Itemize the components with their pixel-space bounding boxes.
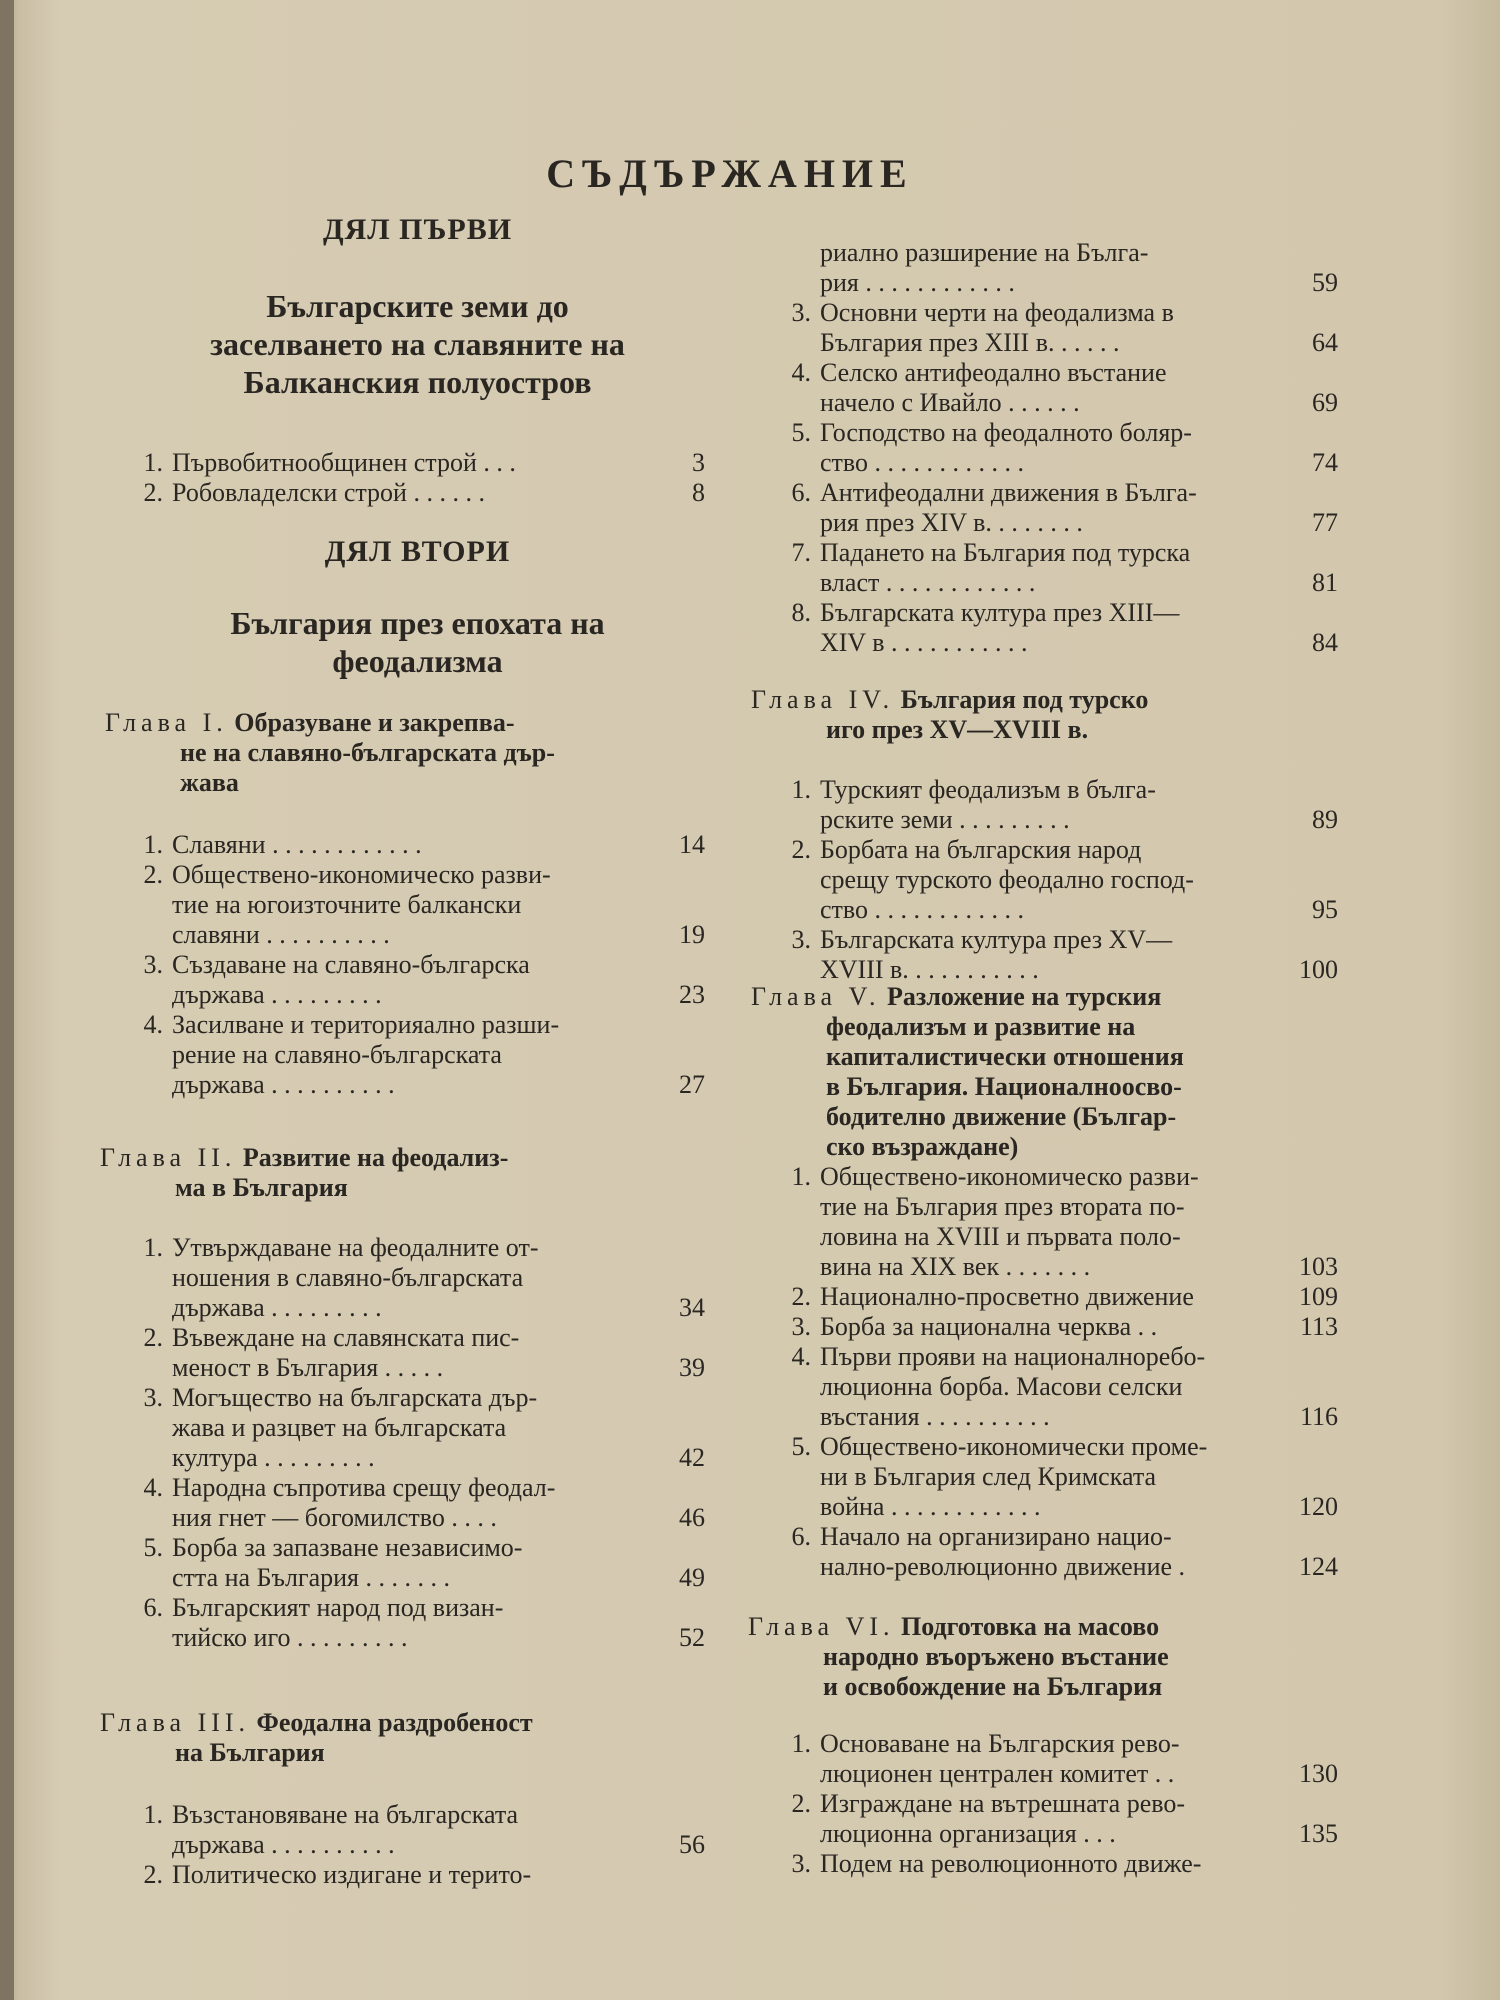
toc-entry xyxy=(778,1162,1338,1282)
entry-title-line: Първобитнообщинен строй . . . xyxy=(172,448,516,477)
entry-title-line: България през XIII в. . . . . . xyxy=(820,328,1120,357)
entry-title-line: рските земи . . . . . . . . . xyxy=(820,805,1070,834)
entry-number: 2. xyxy=(143,860,163,889)
chapter-title-line: жава xyxy=(180,768,239,797)
entry-title-line: меност в България . . . . . xyxy=(172,1353,444,1382)
entry-title xyxy=(172,1860,643,1890)
toc-entry xyxy=(130,1533,705,1593)
entry-title xyxy=(820,1162,1276,1282)
entry-number: 3. xyxy=(791,925,811,954)
entry-title xyxy=(820,1342,1276,1432)
entry-page-number: 8 xyxy=(692,478,705,507)
entry-title xyxy=(172,478,643,508)
entry-title-line: Обществено-икономическо разви- xyxy=(172,860,551,889)
entry-title-line: държава . . . . . . . . . xyxy=(172,1293,382,1322)
entry-title-line: жава и разцвет на българската xyxy=(172,1413,507,1442)
entry-number: 1. xyxy=(791,775,811,804)
toc-entry xyxy=(778,1849,1338,1879)
entry-title-line: XIV в . . . . . . . . . . . xyxy=(820,628,1028,657)
entry-title-line: държава . . . . . . . . . . xyxy=(172,1070,395,1099)
entry-title-line: Българският народ под визан- xyxy=(172,1593,504,1622)
toc-entry xyxy=(130,1383,705,1473)
entry-title-line: Основни черти на феодализма в xyxy=(820,298,1174,327)
entry-title-line: въстания . . . . . . . . . . xyxy=(820,1402,1050,1431)
part-heading-line: феодализма xyxy=(332,643,503,679)
entry-title-line: ни в България след Кримската xyxy=(820,1462,1157,1491)
entry-title xyxy=(820,418,1276,478)
entry-page-number: 109 xyxy=(1299,1282,1338,1311)
entry-number: 5. xyxy=(143,1533,163,1562)
entry-title xyxy=(820,1312,1276,1342)
entry-page-number: 89 xyxy=(1312,805,1338,834)
entry-page-number: 56 xyxy=(679,1830,705,1859)
entry-title-line: славяни . . . . . . . . . . xyxy=(172,920,390,949)
chapter-title: България под турско xyxy=(900,685,1149,714)
entry-title-line: ловина на XVIII и първата поло- xyxy=(820,1222,1181,1251)
entry-page-number: 49 xyxy=(679,1563,705,1592)
chapter-title: Образуване и закрепва- xyxy=(234,708,515,737)
entry-title xyxy=(172,1473,643,1533)
part-heading-line: Балканския полуостров xyxy=(243,364,592,400)
entry-title xyxy=(820,298,1276,358)
entry-title-line: Политическо издигане и терито- xyxy=(172,1860,532,1889)
entry-number: 3. xyxy=(143,950,163,979)
chapter-heading xyxy=(751,982,1338,1162)
entry-title-line: Обществено-икономически проме- xyxy=(820,1432,1208,1461)
chapter-label: Глава II. xyxy=(100,1143,237,1172)
entry-number: 4. xyxy=(143,1473,163,1502)
entry-title xyxy=(820,1789,1276,1849)
toc-entry xyxy=(130,448,705,478)
entry-page-number: 34 xyxy=(679,1293,705,1322)
entry-title-line: рение на славяно-българската xyxy=(172,1040,502,1069)
entry-title xyxy=(820,1729,1276,1789)
chapter-heading xyxy=(105,708,705,798)
chapter-label: Глава III. xyxy=(100,1708,251,1737)
entry-title-line: Основаване на Българския рево- xyxy=(820,1729,1180,1758)
toc-entry xyxy=(778,1312,1338,1342)
chapter-title: Разложение на турския xyxy=(887,982,1162,1011)
part-label: ДЯЛ ПЪРВИ xyxy=(322,213,513,246)
entry-number: 2. xyxy=(143,1323,163,1352)
entry-page-number: 27 xyxy=(679,1070,705,1099)
entry-title-line: Антифеодални движения в Бълга- xyxy=(820,478,1197,507)
entry-number: 2. xyxy=(791,1282,811,1311)
entry-number: 3. xyxy=(143,1383,163,1412)
entry-title-line: Робовладелски строй . . . . . . xyxy=(172,478,485,507)
entry-title xyxy=(172,1800,643,1860)
entry-title-line: Българската култура през XV— xyxy=(820,925,1173,954)
entry-title-line: стта на България . . . . . . . xyxy=(172,1563,451,1592)
part-heading-line: България през епохата на xyxy=(230,605,605,641)
part-heading xyxy=(130,604,705,680)
toc-entry xyxy=(778,478,1338,538)
entry-title xyxy=(172,1593,643,1653)
toc-entry xyxy=(778,1432,1338,1522)
entry-number: 1. xyxy=(143,1233,163,1262)
entry-title-line: Обществено-икономическо разви- xyxy=(820,1162,1199,1191)
entry-page-number: 116 xyxy=(1299,1402,1338,1431)
chapter-title-line: феодализъм и развитие на xyxy=(826,1012,1136,1041)
entry-page-number: 95 xyxy=(1312,895,1338,924)
chapter-title-line: в България. Националноосво- xyxy=(826,1072,1182,1101)
toc-entry xyxy=(130,1593,705,1653)
entry-title xyxy=(172,1010,643,1100)
entry-page-number: 39 xyxy=(679,1353,705,1382)
chapter-label: Глава IV. xyxy=(751,685,895,714)
entry-title-line: Утвърждаване на феодалните от- xyxy=(172,1233,539,1262)
entry-number: 3. xyxy=(791,1849,811,1878)
entry-page-number: 77 xyxy=(1312,508,1338,537)
entry-title xyxy=(172,830,643,860)
entry-title-line: ношения в славяно-българската xyxy=(172,1263,524,1292)
part-heading-line: заселването на славяните на xyxy=(210,326,625,362)
entry-title-line: ство . . . . . . . . . . . . xyxy=(820,448,1025,477)
entry-number: 2. xyxy=(791,1789,811,1818)
chapter-title: Феодална раздробеност xyxy=(256,1708,533,1737)
entry-title-line: срещу турското феодално господ- xyxy=(820,865,1194,894)
entry-page-number: 46 xyxy=(679,1503,705,1532)
entry-number: 4. xyxy=(791,358,811,387)
entry-title xyxy=(820,1522,1276,1582)
entry-number: 4. xyxy=(143,1010,163,1039)
toc-entry xyxy=(130,478,705,508)
chapter-heading xyxy=(751,685,1338,745)
entry-title-line: държава . . . . . . . . . xyxy=(172,980,382,1009)
chapter-title-line: капиталистически отношения xyxy=(826,1042,1184,1071)
toc-entry xyxy=(778,1282,1338,1312)
toc-entry xyxy=(778,835,1338,925)
entry-number: 6. xyxy=(791,1522,811,1551)
entry-title xyxy=(172,1383,643,1473)
entry-number: 8. xyxy=(791,598,811,627)
chapter-title: Развитие на феодализ- xyxy=(242,1143,509,1172)
entry-title-line: Национално-просветно движение xyxy=(820,1282,1194,1311)
entry-page-number: 59 xyxy=(1312,268,1338,297)
entry-page-number: 69 xyxy=(1312,388,1338,417)
entry-title xyxy=(820,925,1276,985)
toc-entry xyxy=(130,1233,705,1323)
entry-title xyxy=(820,775,1276,835)
entry-title xyxy=(172,448,643,478)
chapter-title-line: ско възраждане) xyxy=(826,1132,1019,1161)
entry-page-number: 130 xyxy=(1299,1759,1338,1788)
toc-entry xyxy=(130,860,705,950)
toc-entry xyxy=(778,538,1338,598)
entry-number: 1. xyxy=(791,1162,811,1191)
entry-title xyxy=(172,1233,643,1323)
entry-title-line: Могъщество на българската дър- xyxy=(172,1383,538,1412)
chapter-title-line: на България xyxy=(175,1738,325,1767)
entry-page-number: 52 xyxy=(679,1623,705,1652)
entry-number: 6. xyxy=(143,1593,163,1622)
toc-entry xyxy=(778,418,1338,478)
toc-entry xyxy=(778,1342,1338,1432)
entry-page-number: 120 xyxy=(1299,1492,1338,1521)
entry-title-line: Първи прояви на националноребо- xyxy=(820,1342,1206,1371)
chapter-title-line: не на славяно-българската дър- xyxy=(180,738,555,767)
entry-title-line: тийско иго . . . . . . . . . xyxy=(172,1623,408,1652)
chapter-heading xyxy=(100,1143,705,1203)
entry-page-number: 100 xyxy=(1299,955,1338,984)
entry-page-number: 135 xyxy=(1299,1819,1338,1848)
entry-number: 6. xyxy=(791,478,811,507)
entry-title-line: война . . . . . . . . . . . . xyxy=(820,1492,1041,1521)
entry-title xyxy=(820,598,1276,658)
chapter-label: Глава VI. xyxy=(748,1612,895,1641)
entry-title-line: власт . . . . . . . . . . . . xyxy=(820,568,1036,597)
entry-page-number: 124 xyxy=(1299,1552,1338,1581)
toc-entry xyxy=(130,1323,705,1383)
entry-title xyxy=(820,835,1276,925)
entry-title xyxy=(820,538,1276,598)
entry-title-line: ния гнет — богомилство . . . . xyxy=(172,1503,497,1532)
entry-page-number: 42 xyxy=(679,1443,705,1472)
chapter-heading xyxy=(100,1708,705,1768)
entry-page-number: 84 xyxy=(1312,628,1338,657)
toc-entry xyxy=(778,1789,1338,1849)
entry-number: 2. xyxy=(143,478,163,507)
chapter-title: Подготовка на масово xyxy=(901,1612,1160,1641)
entry-title-line: рия . . . . . . . . . . . . xyxy=(820,268,1015,297)
entry-title-line: Въвеждане на славянската пис- xyxy=(172,1323,520,1352)
entry-title-line: Падането на България под турска xyxy=(820,538,1191,567)
entry-title xyxy=(172,1323,643,1383)
page-title: СЪДЪРЖАНИЕ xyxy=(546,151,914,196)
toc-entry xyxy=(778,598,1338,658)
entry-page-number: 3 xyxy=(692,448,705,477)
entry-number: 5. xyxy=(791,418,811,447)
entry-title xyxy=(172,860,643,950)
entry-page-number: 23 xyxy=(679,980,705,1009)
chapter-title-line: народно въоръжено въстание xyxy=(823,1642,1169,1671)
entry-title-line: рия през XIV в. . . . . . . . xyxy=(820,508,1083,537)
entry-number: 7. xyxy=(791,538,811,567)
entry-title-line: Господство на феодалното боляр- xyxy=(820,418,1192,447)
chapter-title-line: ма в България xyxy=(175,1173,348,1202)
entry-title xyxy=(820,358,1276,418)
toc-entry xyxy=(130,1800,705,1860)
entry-title-line: Славяни . . . . . . . . . . . . xyxy=(172,830,422,859)
toc-entry xyxy=(778,775,1338,835)
entry-number: 1. xyxy=(791,1729,811,1758)
entry-number: 2. xyxy=(791,835,811,864)
entry-title-line: Създаване на славяно-българска xyxy=(172,950,530,979)
toc-entry xyxy=(778,358,1338,418)
entry-title xyxy=(820,1432,1276,1522)
entry-title-line: нално-революционно движение . xyxy=(820,1552,1186,1581)
toc-entry xyxy=(130,1010,705,1100)
entry-title-line: люционна борба. Масови селски xyxy=(820,1372,1183,1401)
part-label: ДЯЛ ВТОРИ xyxy=(324,535,511,568)
entry-number: 1. xyxy=(143,830,163,859)
entry-title-line: тие на югоизточните балкански xyxy=(172,890,522,919)
entry-title xyxy=(172,1533,643,1593)
toc-entry xyxy=(130,1860,705,1890)
entry-title-line: люционна организация . . . xyxy=(820,1819,1116,1848)
chapter-title-line: бодително движение (Българ- xyxy=(826,1102,1177,1131)
toc-entry xyxy=(778,925,1338,985)
entry-title-line: начело с Ивайло . . . . . . xyxy=(820,388,1080,417)
toc-entry xyxy=(130,950,705,1010)
entry-title-line: култура . . . . . . . . . xyxy=(172,1443,375,1472)
entry-title xyxy=(820,478,1276,538)
entry-title-line: Народна съпротива срещу феодал- xyxy=(172,1473,556,1502)
entry-title-line: тие на България през втората по- xyxy=(820,1192,1185,1221)
entry-title-line: Начало на организирано нацио- xyxy=(820,1522,1172,1551)
entry-title-line: Селско антифеодално въстание xyxy=(820,358,1167,387)
entry-title-line: XVIII в. . . . . . . . . . . xyxy=(820,955,1039,984)
chapter-heading xyxy=(748,1612,1338,1702)
entry-title-line: Възстановяване на българската xyxy=(172,1800,519,1829)
entry-title xyxy=(820,1849,1276,1879)
entry-title-line: държава . . . . . . . . . . xyxy=(172,1830,395,1859)
entry-title-line: вина на XIX век . . . . . . . xyxy=(820,1252,1091,1281)
entry-title-line: риално разширение на Бълга- xyxy=(820,238,1149,267)
toc-entry xyxy=(778,238,1338,298)
chapter-title-line: иго през XV—XVIII в. xyxy=(826,715,1089,744)
entry-page-number: 14 xyxy=(679,830,705,859)
entry-title-line: Изграждане на вътрешната рево- xyxy=(820,1789,1186,1818)
entry-title-line: люционен централен комитет . . xyxy=(820,1759,1175,1788)
entry-title-line: Българската култура през XIII— xyxy=(820,598,1180,627)
entry-number: 1. xyxy=(143,1800,163,1829)
entry-title-line: Борба за национална черква . . xyxy=(820,1312,1158,1341)
toc-entry xyxy=(778,1522,1338,1582)
entry-title-line: ство . . . . . . . . . . . . xyxy=(820,895,1025,924)
entry-number: 4. xyxy=(791,1342,811,1371)
entry-number: 5. xyxy=(791,1432,811,1461)
entry-number: 3. xyxy=(791,1312,811,1341)
entry-page-number: 103 xyxy=(1299,1252,1338,1281)
entry-number: 3. xyxy=(791,298,811,327)
toc-entry xyxy=(130,1473,705,1533)
entry-page-number: 74 xyxy=(1312,448,1338,477)
entry-page-number: 19 xyxy=(679,920,705,949)
entry-title-line: Борба за запазване независимо- xyxy=(172,1533,523,1562)
toc-entry xyxy=(130,830,705,860)
entry-page-number: 113 xyxy=(1299,1312,1338,1341)
entry-title-line: Засилване и територияално разши- xyxy=(172,1010,560,1039)
entry-number: 2. xyxy=(143,1860,163,1889)
entry-title-line: Подем на революционното движе- xyxy=(820,1849,1202,1878)
entry-page-number: 81 xyxy=(1312,568,1338,597)
chapter-label: Глава V. xyxy=(751,982,881,1011)
entry-title xyxy=(820,238,1276,298)
part-heading xyxy=(130,287,705,401)
toc-entry xyxy=(778,298,1338,358)
chapter-title-line: и освобождение на България xyxy=(823,1672,1163,1701)
entry-title-line: Турският феодализъм в бълга- xyxy=(820,775,1156,804)
entry-title-line: Борбата на българския народ xyxy=(820,835,1142,864)
entry-title xyxy=(172,950,643,1010)
chapter-label: Глава I. xyxy=(105,708,228,737)
entry-page-number: 64 xyxy=(1312,328,1338,357)
part-heading-line: Българските земи до xyxy=(266,288,569,324)
entry-number: 1. xyxy=(143,448,163,477)
toc-entry xyxy=(778,1729,1338,1789)
entry-title xyxy=(820,1282,1276,1312)
